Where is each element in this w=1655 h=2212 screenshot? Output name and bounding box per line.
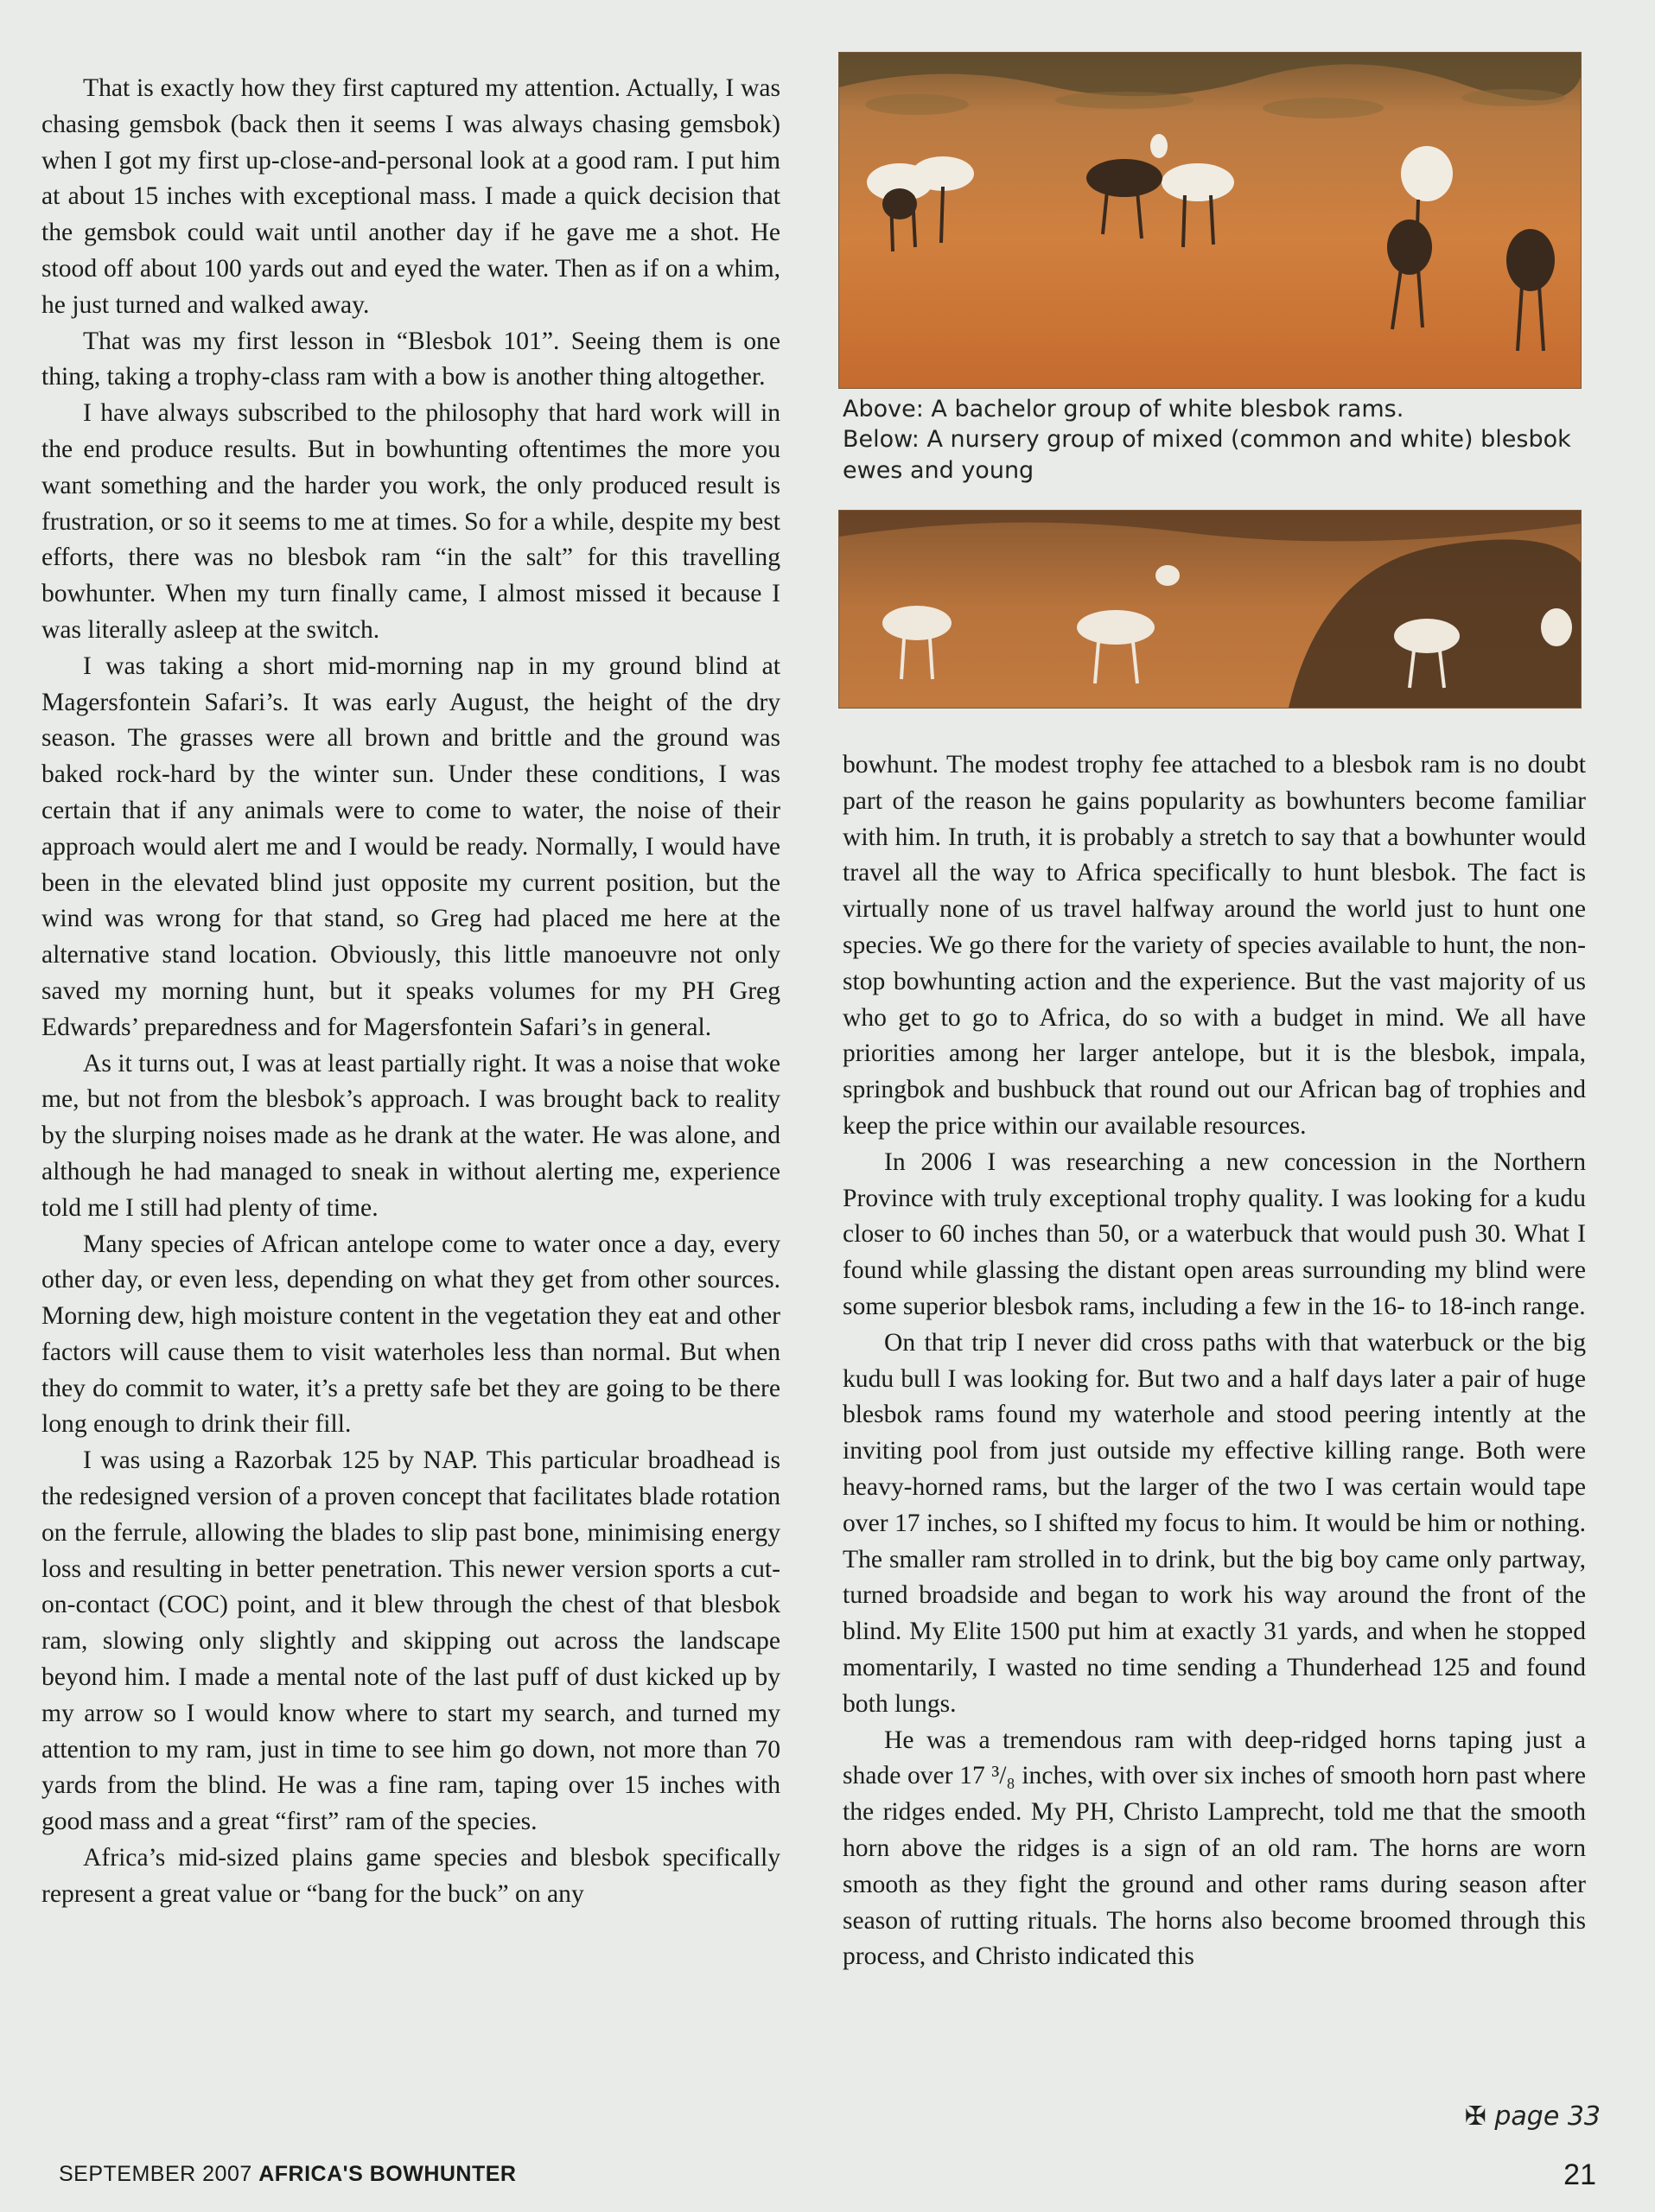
paragraph: I was taking a short mid-morning nap in my ground blind at Magersfontein Safari’s. It was early August, the height of the dry season. The grasses were all brown and brittle and the ground was baked rock-hard by the winter sun. Under these conditions, I was certain that if any animals were to come to water, the noise of their approach would alert me and I would be ready. Normally, I would have been in the elevated blind just opposite my current position, but the wind was wrong for that stand, so Greg had placed me here at the alternative stand location. Obviously, this little manoeuvre not only saved my morning hunt, but it speaks volumes for my PH Greg Edwards’ preparedness and for Magersfontein Safari’s in general. <box>41 652 780 1041</box>
footer-issue-date: SEPTEMBER 2007 <box>59 2162 252 2186</box>
article-right-column <box>843 747 1586 1975</box>
paragraph: He was a tremendous ram with deep-ridged horns taping just a shade over 17 ³/₈ inches, with over six inches of smooth horn past where the ridges ended. My PH, Christo Lamprecht, told me that the smooth horn above the ridges is a sign of an old ram. The horns are worn smooth as they fight the ground and other rams during season after season of rutting rituals. The horns also become broomed through this process, and Christo indicated this <box>843 1726 1586 1971</box>
paragraph: As it turns out, I was at least partially right. It was a noise that woke me, but not from the blesbok’s approach. I was brought back to reality by the slurping noises made as he drank at the water. He was alone, and although he had managed to sneak in without alerting me, experience told me I still had plenty of time. <box>41 1049 780 1222</box>
photo-bachelor-group-white-blesbok-rams <box>838 52 1582 389</box>
paragraph: I have always subscribed to the philosophy that hard work will in the end produce results. But in bowhunting oftentimes the more you want something and the harder you work, the only produced result is frustration, or so it seems to me at times. So for a while, despite my best efforts, there was no blesbok ram “in the salt” for this travelling bowhunter. When my turn finally came, I almost missed it because I was literally asleep at the switch. <box>41 399 780 644</box>
continued-page-label: page 33 <box>1494 2101 1601 2132</box>
photo-caption-below: Below: A nursery group of mixed (common and white) blesbok ewes and young <box>843 426 1571 484</box>
photo-caption-above: Above: A bachelor group of white blesbok rams. <box>843 396 1404 423</box>
paragraph: In 2006 I was researching a new concession in the Northern Province with truly exceptional trophy quality. I was looking for a kudu closer to 60 inches than 50, or a waterbuck that would push 30. What I found while glassing the distant open areas surrounding my blind were some superior blesbok rams, including a few in the 16- to 18-inch range. <box>843 1147 1586 1320</box>
archer-icon: ✠ <box>1464 2101 1486 2132</box>
photo-nursery-group-mixed-blesbok <box>838 510 1582 709</box>
paragraph: Many species of African antelope come to water once a day, every other day, or even less, depending on what they get from other sources. Morning dew, high moisture content in the vegetation they eat and other factors will cause them to visit waterholes less than normal. But when they do commit to water, it’s a pretty safe bet they are going to be there long enough to drink their fill. <box>41 1230 780 1439</box>
page-number: 21 <box>1563 2158 1596 2191</box>
footer-magazine-name: AFRICA'S BOWHUNTER <box>258 2162 517 2186</box>
paragraph: I was using a Razorbak 125 by NAP. This particular broadhead is the redesigned version of a proven concept that facilitates blade rotation on the ferrule, allowing the blades to slip past bone, minimising energy loss and resulting in better penetration. This newer version sports a cut-on-contact (COC) point, and it blew through the chest of that blesbok ram, slowing only slightly and skipping out across the landscape beyond him. I made a mental note of the last puff of dust kicked up by my arrow so I would know where to start my search, and turned my attention to my ram, just in time to see him go down, not more than 70 yards from the blind. He was a fine ram, taping over 15 inches with good mass and a great “first” ram of the species. <box>41 1446 780 1836</box>
paragraph: Africa’s mid-sized plains game species and blesbok specifically represent a great value or “bang for the buck” on any <box>41 1844 780 1908</box>
paragraph: That was my first lesson in “Blesbok 101”. Seeing them is one thing, taking a trophy-class ram with a bow is another thing altogether. <box>41 327 780 391</box>
paragraph: That is exactly how they first captured my attention. Actually, I was chasing gemsbok (back then it seems I was always chasing gemsbok) when I got my first up-close-and-personal look at a good ram. I put him at about 15 inches with exceptional mass. I made a quick decision that the gemsbok could wait until another day if he gave me a shot. He stood off about 100 yards out and eyed the water. Then as if on a whim, he just turned and walked away. <box>41 74 780 319</box>
paragraph: On that trip I never did cross paths with that waterbuck or the big kudu bull I was looking for. But two and a half days later a pair of huge blesbok rams found my waterhole and stood peering intently at the inviting pool from just outside my effective killing range. Both were heavy-horned rams, but the larger of the two I was certain would tape over 17 inches, so I shifted my focus to him. It would be him or nothing. The smaller ram strolled in to drink, but the big boy came only partway, turned broadside and began to work his way around the front of the blind. My Elite 1500 put him at exactly 31 yards, and when he stopped momentarily, I wasted no time sending a Thunderhead 125 and found both lungs. <box>843 1328 1586 1718</box>
article-left-column <box>41 71 780 1913</box>
footer-issue-line <box>59 2162 516 2187</box>
paragraph: bowhunt. The modest trophy fee attached to a blesbok ram is no doubt part of the reason he gains popularity as bowhunters become familiar with him. In truth, it is probably a stretch to say that a bowhunter would travel all the way to Africa specifically to hunt blesbok. The fact is virtually none of us travel halfway around the world just to hunt one species. We go there for the variety of species available to hunt, the non-stop bowhunting action and the experience. But the vast majority of us who get to go to Africa, do so with a budget in mind. We all have priorities among her larger antelope, but it is the blesbok, impala, springbok and bushbuck that round out our African bag of trophies and keep the price within our available resources. <box>843 751 1586 1140</box>
continued-on-page <box>1465 2101 1601 2132</box>
